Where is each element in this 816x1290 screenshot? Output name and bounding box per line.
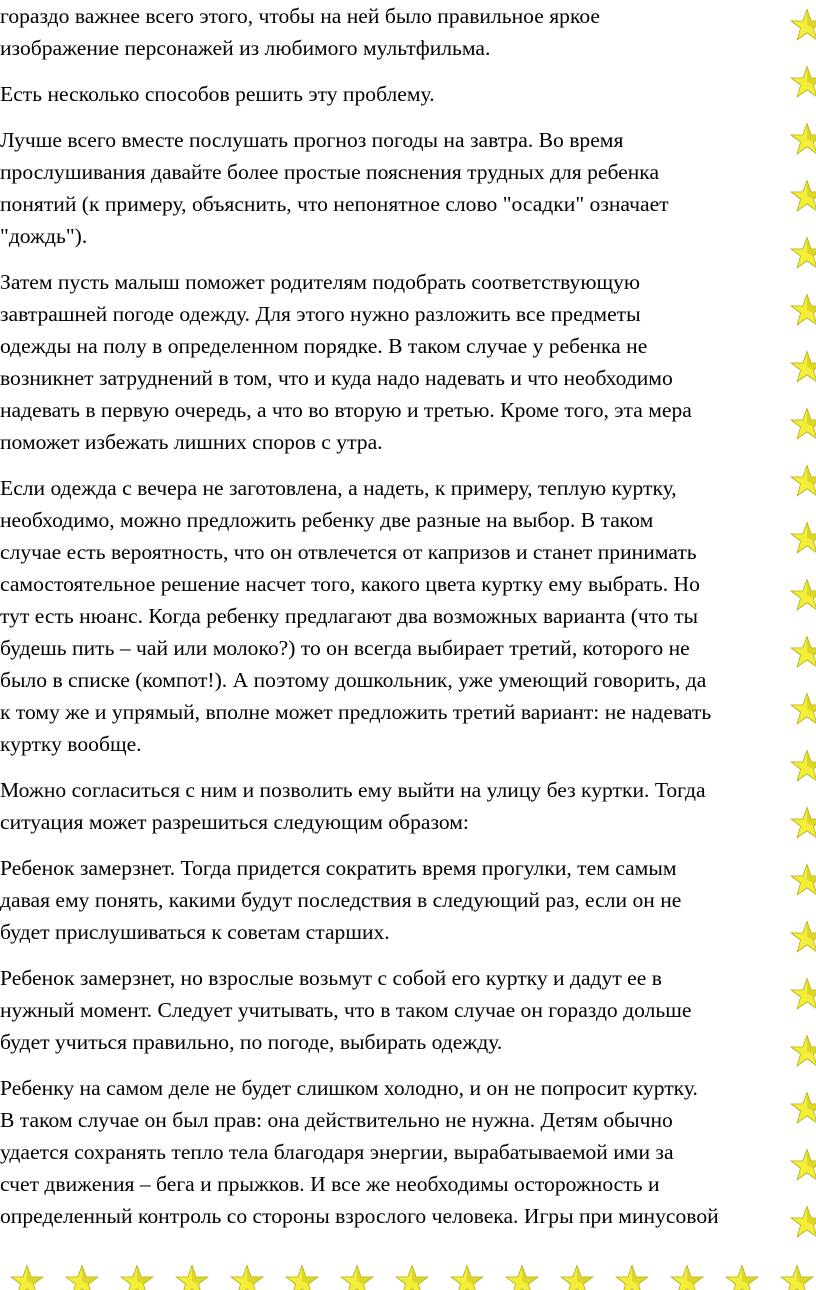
star-icon <box>790 1205 816 1239</box>
star-icon <box>790 122 816 156</box>
text-line: Ребенку на самом деле не будет слишком холодно, и он не попросит куртку. <box>0 1076 698 1100</box>
text-line: Лучше всего вместе послушать прогноз погоды на завтра. Во время <box>0 128 624 152</box>
star-icon <box>10 1264 44 1290</box>
text-line: Можно согласиться с ним и позволить ему выйти на улицу без куртки. Тогда <box>0 778 706 802</box>
text-line: Ребенок замерзнет, но взрослые возьмут с собой его куртку и дадут ее в <box>0 966 662 990</box>
star-icon <box>790 749 816 783</box>
text-line: было в списке (компот!). А поэтому дошкольник, уже умеющий говорить, да <box>0 668 707 692</box>
star-icon <box>120 1264 154 1290</box>
text-line: будет прислушиваться к советам старших. <box>0 920 390 944</box>
text-line: "дождь"). <box>0 224 88 248</box>
star-icon <box>725 1264 759 1290</box>
star-icon <box>790 1034 816 1068</box>
text-line: к тому же и упрямый, вполне может предложить третий вариант: не надевать <box>0 700 712 724</box>
text-line: изображение персонажей из любимого мультфильма. <box>0 36 491 60</box>
star-icon <box>790 578 816 612</box>
star-icon <box>790 1148 816 1182</box>
text-line: В таком случае он был прав: она действительно не нужна. Детям обычно <box>0 1108 673 1132</box>
text-line: будет учиться правильно, по погоде, выбирать одежду. <box>0 1030 503 1054</box>
text-line: завтрашней погоде одежду. Для этого нужно разложить все предметы <box>0 302 641 326</box>
text-line: удается сохранять тепло тела благодаря энергии, вырабатываемой ими за <box>0 1140 674 1164</box>
text-line: давая ему понять, какими будут последствия в следующий раз, если он не <box>0 888 682 912</box>
text-line: случае есть вероятность, что он отвлечется от капризов и станет принимать <box>0 540 697 564</box>
text-line: прослушивания давайте более простые пояснения трудных для ребенка <box>0 160 660 184</box>
text-line: необходимо, можно предложить ребенку две разные на выбор. В таком <box>0 508 654 532</box>
paragraph <box>0 472 814 760</box>
star-icon <box>65 1264 99 1290</box>
star-icon <box>790 350 816 384</box>
text-line: гораздо важнее всего этого, чтобы на ней было правильное яркое <box>0 4 600 28</box>
star-border-bottom <box>0 1262 816 1290</box>
text-line: счет движения – бега и прыжков. И все же необходимы осторожность и <box>0 1172 660 1196</box>
star-icon <box>790 635 816 669</box>
text-line: Если одежда с вечера не заготовлена, а надеть, к примеру, теплую куртку, <box>0 476 677 500</box>
star-icon <box>615 1264 649 1290</box>
star-icon <box>560 1264 594 1290</box>
text-line: понятий (к примеру, объяснить, что непонятное слово "осадки" означает <box>0 192 669 216</box>
star-icon <box>790 8 816 42</box>
text-line: ситуация может разрешиться следующим образом: <box>0 810 469 834</box>
star-icon <box>790 65 816 99</box>
text-line: Затем пусть малыш поможет родителям подобрать соответствующую <box>0 270 641 294</box>
star-icon <box>175 1264 209 1290</box>
text-line: поможет избежать лишних споров с утра. <box>0 430 383 454</box>
paragraph <box>0 78 814 110</box>
star-icon <box>230 1264 264 1290</box>
paragraph <box>0 124 814 252</box>
text-line: определенный контроль со стороны взрослого человека. Игры при минусовой <box>0 1204 719 1228</box>
star-icon <box>285 1264 319 1290</box>
paragraph <box>0 266 814 458</box>
star-icon <box>790 236 816 270</box>
star-icon <box>450 1264 484 1290</box>
text-line: куртку вообще. <box>0 732 142 756</box>
star-icon <box>790 692 816 726</box>
text-line: самостоятельное решение насчет того, какого цвета куртку ему выбрать. Но <box>0 572 700 596</box>
star-icon <box>505 1264 539 1290</box>
star-icon <box>790 977 816 1011</box>
star-icon <box>790 293 816 327</box>
star-icon <box>780 1264 814 1290</box>
star-icon <box>790 863 816 897</box>
star-icon <box>790 521 816 555</box>
star-icon <box>790 179 816 213</box>
star-border-right <box>786 0 816 1290</box>
star-icon <box>790 1091 816 1125</box>
paragraph <box>0 852 814 948</box>
star-icon <box>790 407 816 441</box>
text-line: возникнет затруднений в том, что и куда надо надевать и что необходимо <box>0 366 673 390</box>
star-icon <box>340 1264 374 1290</box>
text-line: одежды на полу в определенном порядке. В таком случае у ребенка не <box>0 334 648 358</box>
text-line: Есть несколько способов решить эту проблему. <box>0 82 435 106</box>
star-icon <box>790 920 816 954</box>
paragraph <box>0 1072 814 1232</box>
paragraph <box>0 774 814 838</box>
star-icon <box>395 1264 429 1290</box>
text-line: Ребенок замерзнет. Тогда придется сократить время прогулки, тем самым <box>0 856 677 880</box>
paragraph <box>0 0 814 64</box>
text-line: нужный момент. Следует учитывать, что в таком случае он гораздо дольше <box>0 998 692 1022</box>
paragraph <box>0 962 814 1058</box>
star-icon <box>670 1264 704 1290</box>
star-icon <box>790 464 816 498</box>
star-icon <box>790 806 816 840</box>
text-line: надевать в первую очередь, а что во вторую и третью. Кроме того, эта мера <box>0 398 692 422</box>
text-line: тут есть нюанс. Когда ребенку предлагают два возможных варианта (что ты <box>0 604 699 628</box>
text-line: будешь пить – чай или молоко?) то он всегда выбирает третий, которого не <box>0 636 690 660</box>
